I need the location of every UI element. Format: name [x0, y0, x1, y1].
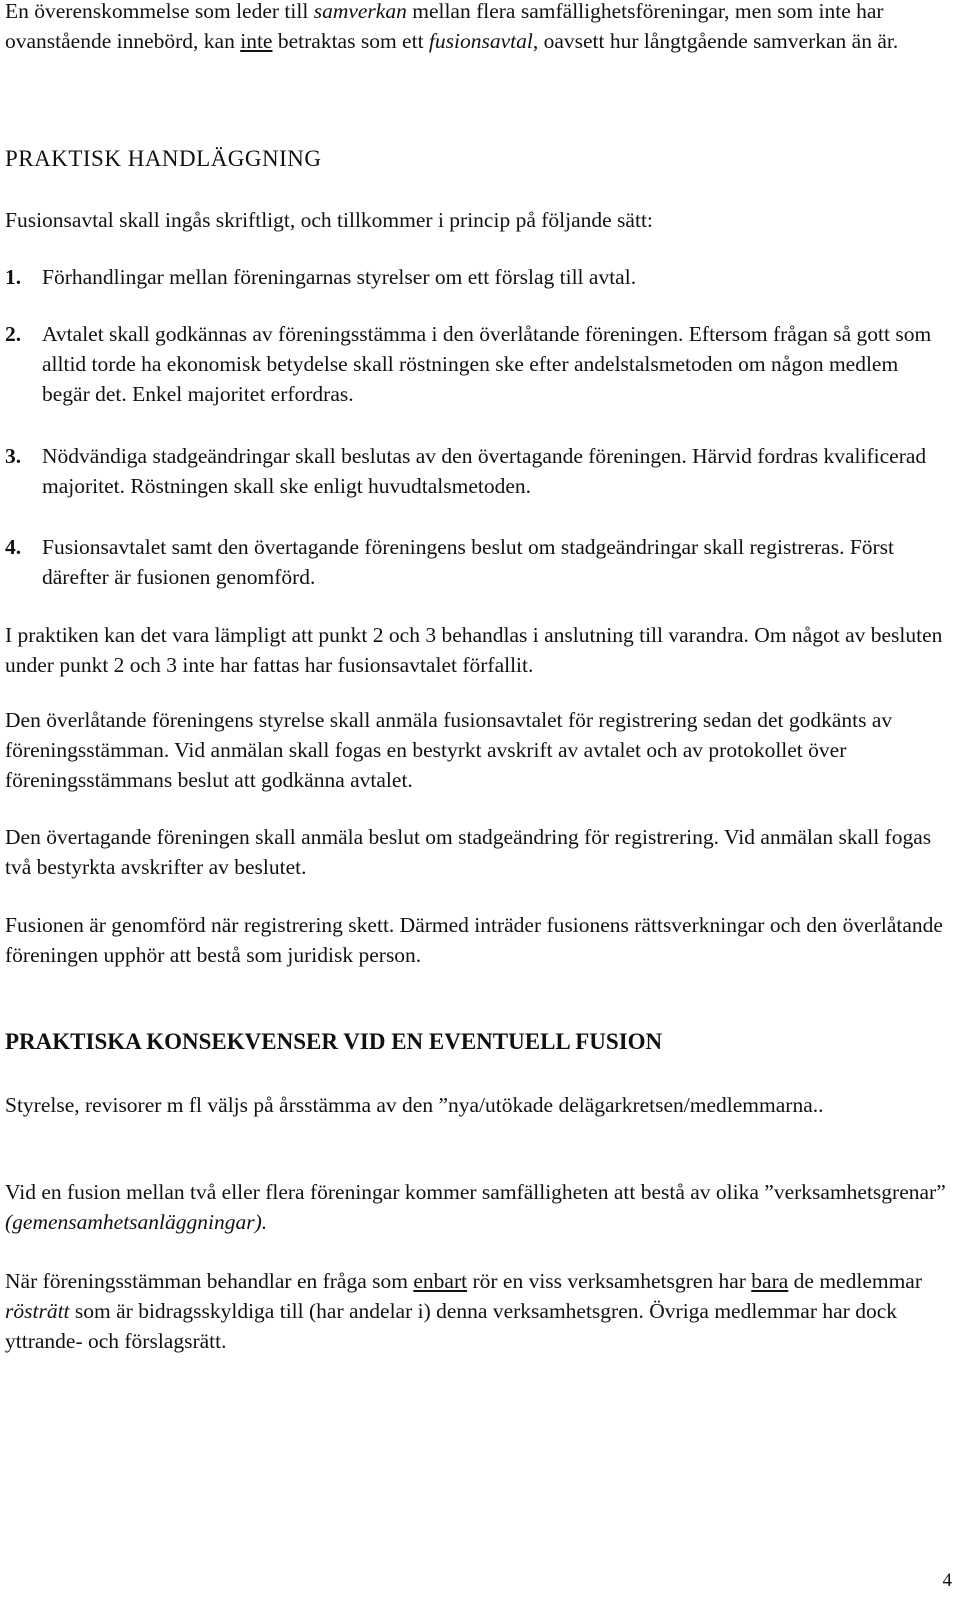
- paragraph-overlatande: Den överlåtande föreningens styrelse skall anmäla fusionsavtalet för registrering sedan det godkänts av föreningsstämman. Vid anmälan skall fogas en bestyrkt avskrift av avtalet och av protokollet över föreningsstämmans beslut att godkänna avtalet.: [5, 708, 893, 792]
- nar-underline-enbart: enbart: [413, 1269, 468, 1293]
- page-number: 4: [942, 1570, 952, 1591]
- paragraph-vid-fusion: [5, 1177, 955, 1237]
- intro-text-2: mellan flera samfällighetsföreningar, men som inte har ovanstående innebörd, kan: [5, 0, 884, 53]
- intro-underline-inte: inte: [240, 29, 273, 53]
- nar-text-2: rör en viss verksamhetsgren har: [467, 1269, 752, 1293]
- vid-fusion-emphasis: (gemensamhetsanläggningar).: [5, 1210, 268, 1234]
- paragraph-overtagande: Den övertagande föreningen skall anmäla beslut om stadgeändring för registrering. Vid anmälan skall fogas två bestyrkta avskrifter av beslutet.: [5, 825, 932, 879]
- nar-emphasis-rostratt: rösträtt: [5, 1299, 70, 1323]
- list-item-text: Nödvändiga stadgeändringar skall beslutas av den övertagande föreningen. Härvid fordras kvalificerad majoritet. Röstningen skall ske enligt huvudtalsmetoden.: [42, 444, 927, 498]
- list-item: [5, 319, 950, 409]
- intro-text-4: , oavsett hur långtgående samverkan än är.: [532, 29, 899, 53]
- list-item-number: 4.: [5, 535, 22, 559]
- list-item-text: Fusionsavtalet samt den övertagande föreningens beslut om stadgeändringar skall registreras. Först därefter är fusionen genomförd.: [42, 535, 895, 589]
- paragraph-fusionen: Fusionen är genomförd när registrering skett. Därmed inträder fusionens rättsverkningar och den överlåtande föreningen upphör att bestå som juridisk person.: [5, 913, 943, 967]
- intro-emphasis-samverkan: samverkan: [313, 0, 407, 23]
- list-item-number: 1.: [5, 265, 22, 289]
- list-item-text: Avtalet skall godkännas av föreningsstämma i den överlåtande föreningen. Eftersom frågan så gott som alltid torde ha ekonomisk betydelse skall röstningen ske efter andelstalsmetoden om någon medlem begär det. Enkel majoritet erfordras.: [42, 322, 932, 406]
- intro-text-3: betraktas som ett: [272, 29, 429, 53]
- list-item-number: 2.: [5, 322, 22, 346]
- paragraph-praktiken: I praktiken kan det vara lämpligt att punkt 2 och 3 behandlas i anslutning till varandra. Om något av besluten under punkt 2 och 3 inte har fattas har fusionsavtalet förfallit.: [5, 623, 943, 677]
- list-item: [5, 441, 950, 501]
- nar-underline-bara: bara: [751, 1269, 789, 1293]
- list-item: [5, 262, 950, 292]
- vid-fusion-text: Vid en fusion mellan två eller flera föreningar kommer samfälligheten att bestå av olika ”verksamhetsgrenar”: [5, 1180, 946, 1204]
- intro-emphasis-fusionsavtal: fusionsavtal: [428, 29, 533, 53]
- list-item: [5, 532, 950, 592]
- paragraph-nar-foreningsstamman: [5, 1266, 955, 1356]
- list-item-number: 3.: [5, 444, 22, 468]
- nar-text-1: När föreningsstämman behandlar en fråga som: [5, 1269, 414, 1293]
- heading-praktiska-konsekvenser: PRAKTISKA KONSEKVENSER VID EN EVENTUELL FUSION: [5, 1029, 663, 1054]
- nar-text-4: som är bidragsskyldiga till (har andelar i) denna verksamhetsgren. Övriga medlemmar har dock yttrande- och förslagsrätt.: [5, 1299, 898, 1353]
- intro-text-1: En överenskommelse som leder till: [5, 0, 314, 23]
- list-item-text: Förhandlingar mellan föreningarnas styrelser om ett förslag till avtal.: [42, 265, 637, 289]
- heading-praktisk-handlaggning: PRAKTISK HANDLÄGGNING: [5, 146, 322, 171]
- intro-paragraph: [5, 0, 955, 56]
- paragraph-styrelse: Styrelse, revisorer m fl väljs på årsstämma av den ”nya/utökade delägarkretsen/medlemmarna..: [5, 1093, 824, 1117]
- lead-paragraph: Fusionsavtal skall ingås skriftligt, och tillkommer i princip på följande sätt:: [5, 208, 653, 232]
- nar-text-3: de medlemmar: [788, 1269, 923, 1293]
